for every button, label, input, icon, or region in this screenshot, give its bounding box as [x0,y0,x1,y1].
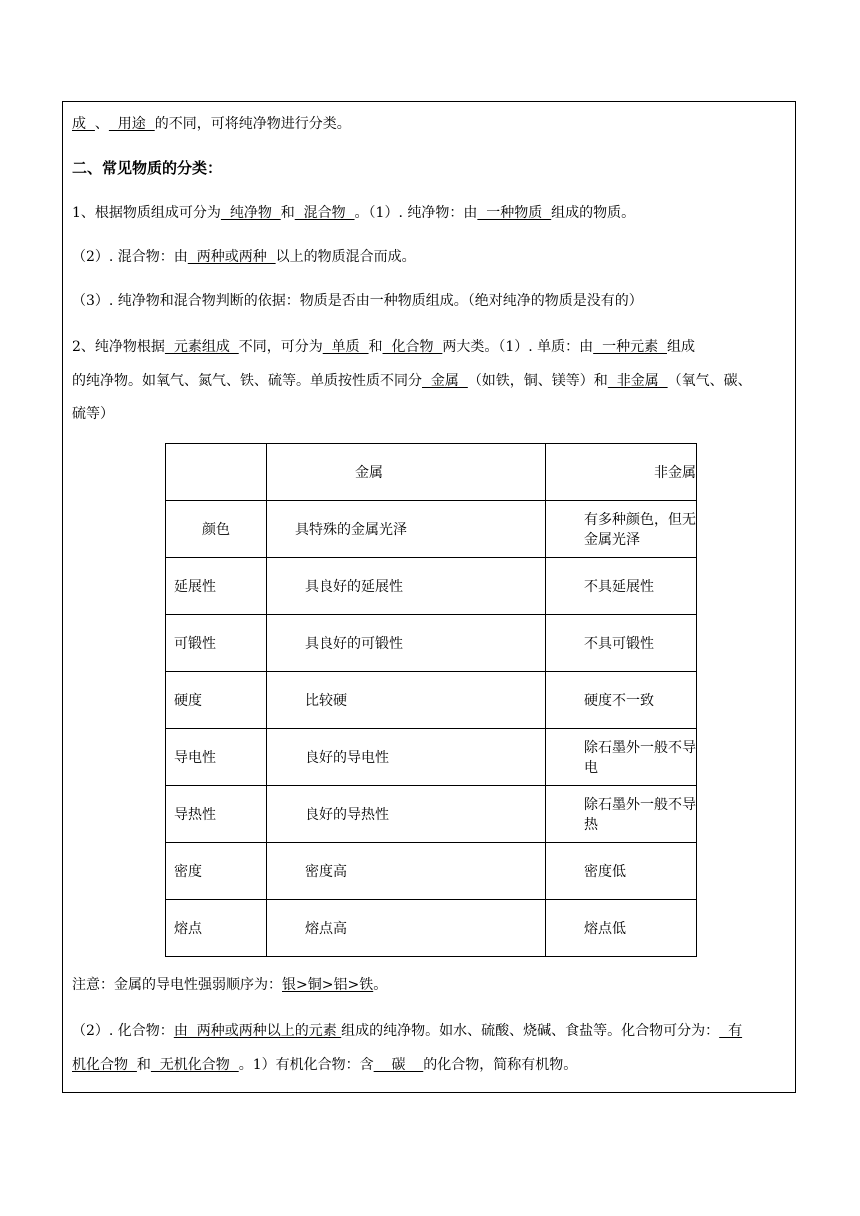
blank-element-composition: 元素组成 [164,339,239,355]
table-header-cell: 金属 [267,444,546,501]
paragraph-elements-line1: 2、纯净物根据 元素组成 不同，可分为 单质 和 化合物 两大类。（1）. 单质：由 一种元素 组成 [72,339,695,355]
metal-cell: 具良好的延展性 [267,558,546,615]
property-cell: 颜色 [166,501,267,558]
table-row [166,786,697,843]
nonmetal-cell: 除石墨外一般不导电 [546,729,697,786]
metal-cell: 比较硬 [267,672,546,729]
line-classification-end: 成 、 用途 的不同，可将纯净物进行分类。 [72,116,351,132]
table-header-row [166,444,697,501]
property-cell: 可锻性 [166,615,267,672]
paragraph-classification: 1、根据物质组成可分为 纯净物 和 混合物 。（1）. 纯净物：由 一种物质 组成的物质。 [72,205,636,221]
table-row [166,672,697,729]
paragraph-elements-line3: 硫等） [72,406,114,422]
nonmetal-cell: 除石墨外一般不导热 [546,786,697,843]
metal-cell: 熔点高 [267,900,546,957]
paragraph-compound-line1: （2）. 化合物：由 两种或两种以上的元素 组成的纯净物。如水、硫酸、烧碱、食盐等。化合物可分为： 有 [72,1023,743,1039]
property-cell: 硬度 [166,672,267,729]
blank-one-substance: 一种物质 [477,205,552,221]
blank-metal: 金属 [422,373,468,389]
nonmetal-cell: 不具可锻性 [546,615,697,672]
blank-use: 用途 [108,116,155,132]
note-conductivity: 注意：金属的导电性强弱顺序为：银>铜>铝>铁。 [72,977,388,993]
blank-two-or-more: 两种或两种 [187,249,276,265]
blank-element-substance: 单质 [322,339,369,355]
property-cell: 熔点 [166,900,267,957]
table-row [166,900,697,957]
table-row [166,558,697,615]
blank-pure-substance: 纯净物 [220,205,281,221]
paragraph-criterion: （3）. 纯净物和混合物判断的依据：物质是否由一种物质组成。（绝对纯净的物质是没有的） [72,293,643,309]
content-frame [62,101,796,1093]
table-row [166,501,697,558]
blank-inorganic: 无机化合物 [150,1057,239,1073]
property-cell: 密度 [166,843,267,900]
paragraph-elements-line2: 的纯净物。如氧气、氮气、铁、硫等。单质按性质不同分 金属 （如铁，铜、镁等）和 非金属 （氧气、碳、 [72,373,752,389]
section-heading: 二、常见物质的分类： [72,159,223,177]
blank-mixture: 混合物 [294,205,355,221]
nonmetal-cell: 熔点低 [546,900,697,957]
property-cell: 导电性 [166,729,267,786]
metal-cell: 具良好的可锻性 [267,615,546,672]
blank-two-or-more-elements: 由 两种或两种以上的元素 [173,1023,342,1039]
table-row [166,615,697,672]
nonmetal-cell: 硬度不一致 [546,672,697,729]
blank-carbon: 碳 [373,1057,424,1073]
table-row [166,843,697,900]
blank-composition: 成 [72,116,95,132]
property-cell: 导热性 [166,786,267,843]
blank-one-element: 一种元素 [593,339,667,355]
blank-compound: 化合物 [382,339,443,355]
property-cell: 延展性 [166,558,267,615]
paragraph-compound-line2: 机化合物 和 无机化合物 。1）有机化合物：含 碳 的化合物，简称有机物。 [72,1057,578,1073]
blank-organic-start: 有 [719,1023,743,1039]
table-header-cell [166,444,267,501]
paragraph-mixture: （2）. 混合物：由 两种或两种 以上的物质混合而成。 [72,249,416,265]
blank-nonmetal: 非金属 [607,373,668,389]
metal-cell: 良好的导电性 [267,729,546,786]
metal-nonmetal-table [165,443,697,957]
nonmetal-cell: 密度低 [546,843,697,900]
blank-conductivity-order: 银>铜>铝>铁 [282,977,374,993]
table-row [166,729,697,786]
metal-cell: 密度高 [267,843,546,900]
metal-cell: 良好的导热性 [267,786,546,843]
nonmetal-cell: 有多种颜色，但无金属光泽 [546,501,697,558]
nonmetal-cell: 不具延展性 [546,558,697,615]
metal-cell: 具特殊的金属光泽 [267,501,546,558]
table-header-cell: 非金属 [546,444,697,501]
blank-organic-end: 机化合物 [72,1057,137,1073]
